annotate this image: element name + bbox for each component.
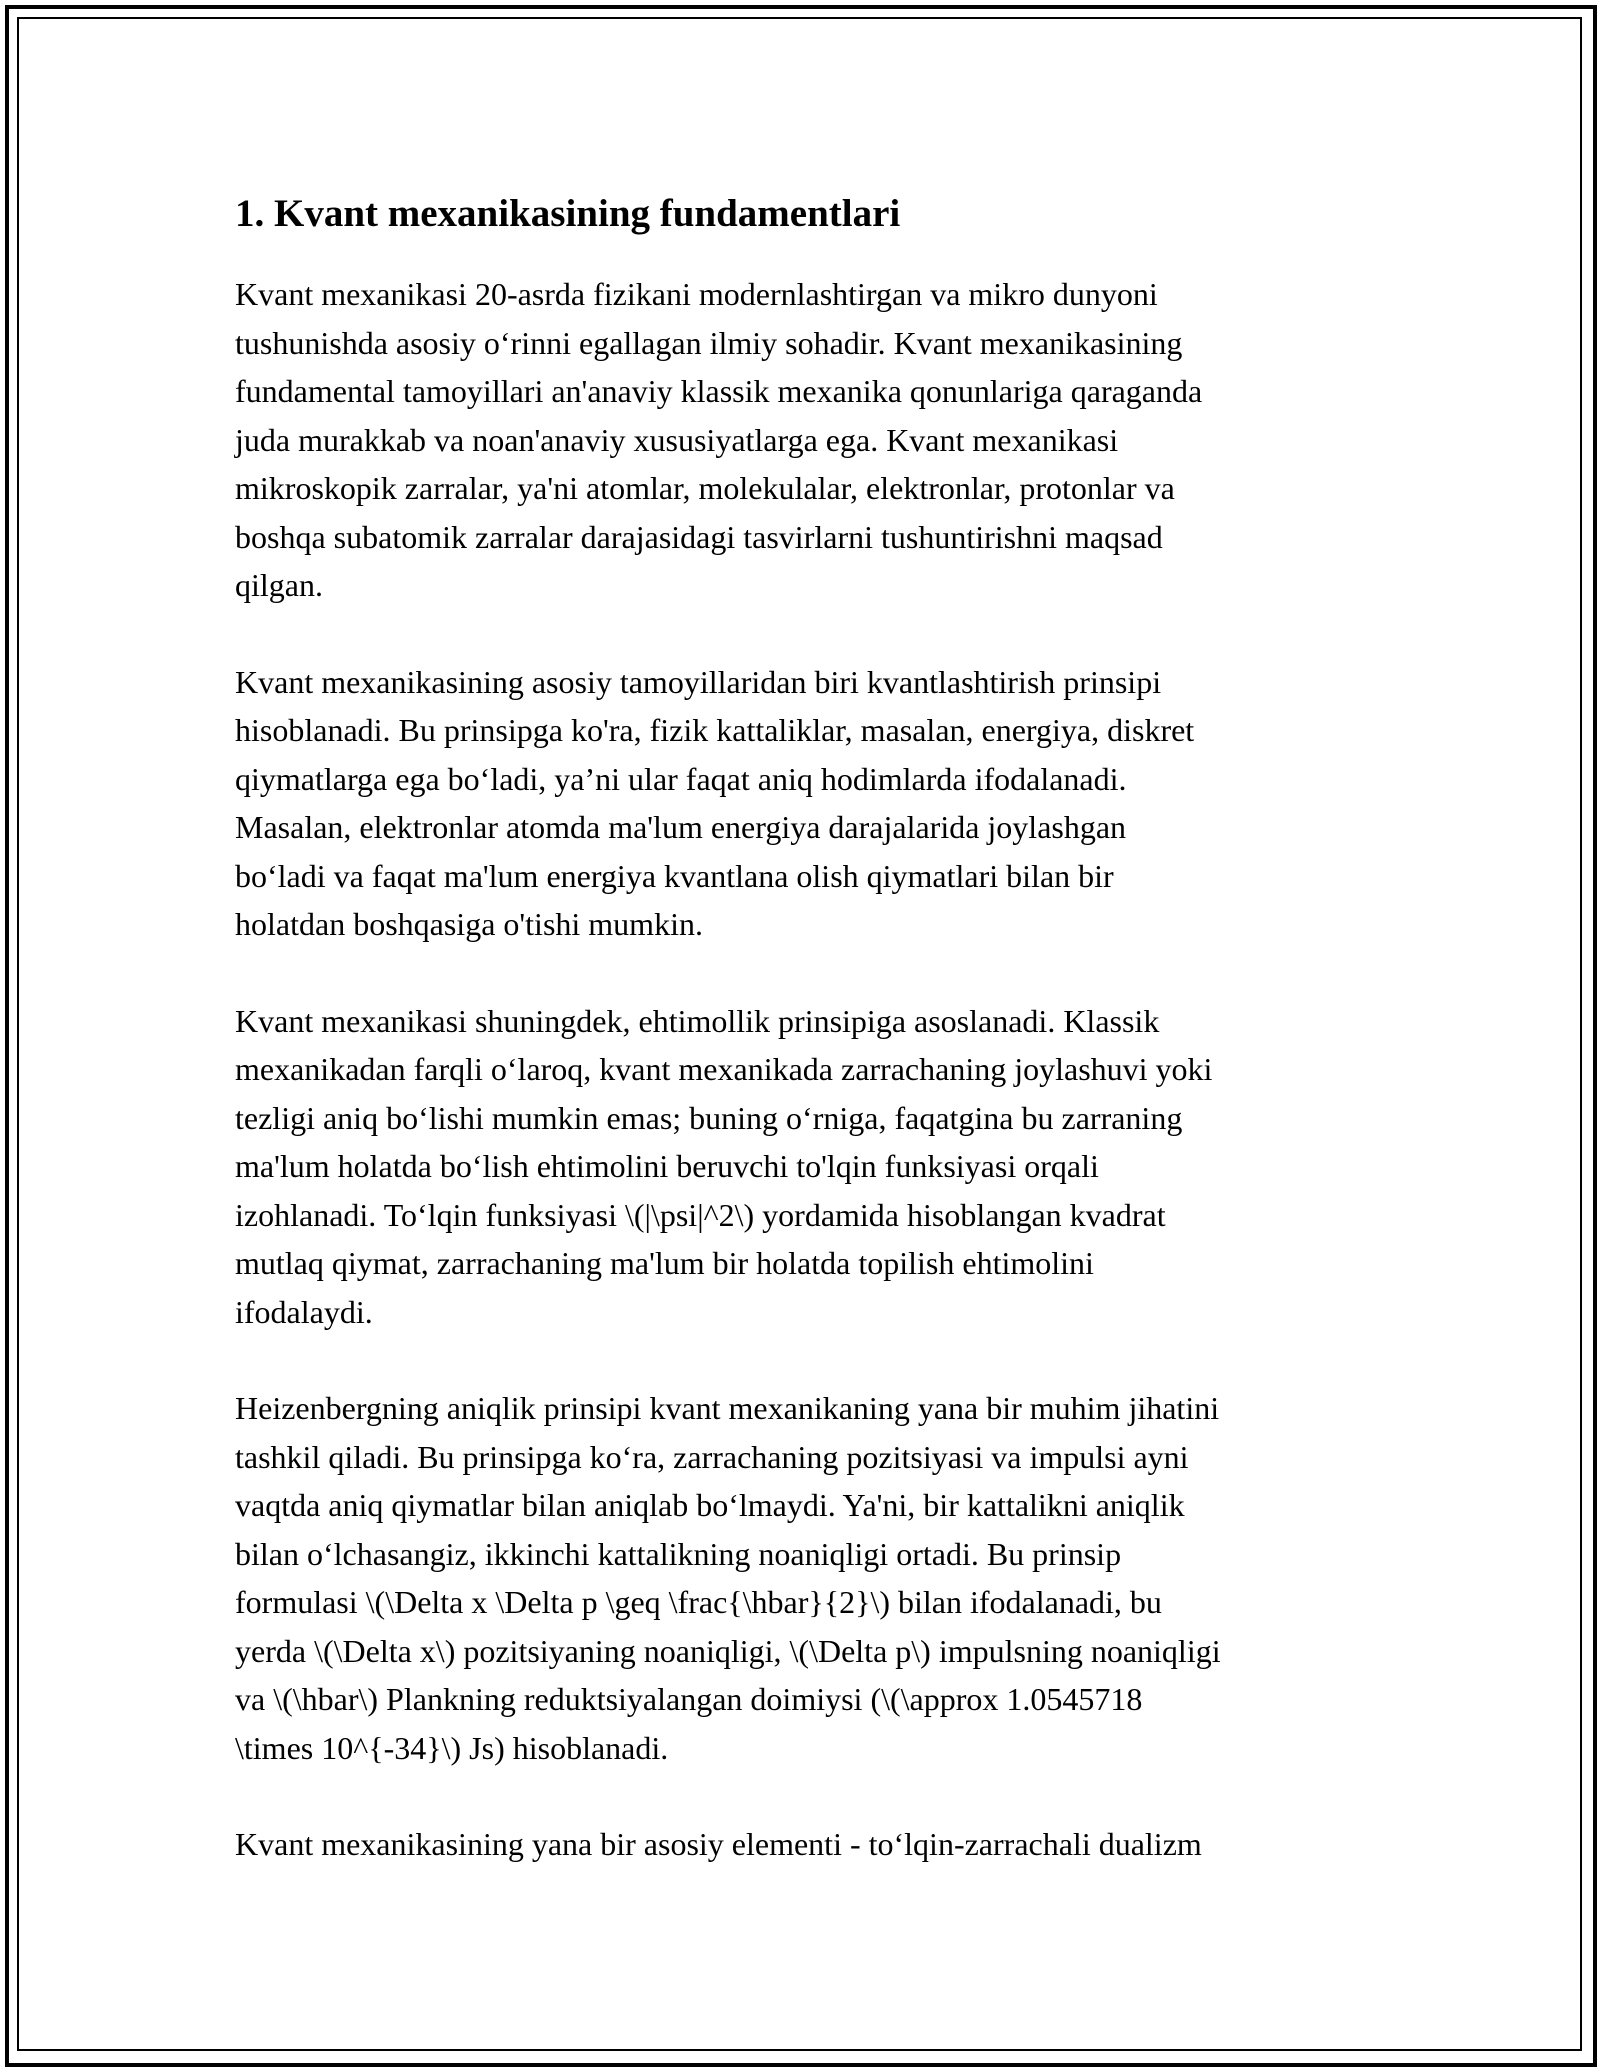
paragraph-uncertainty: Heizenbergning aniqlik prinsipi kvant mexanikaning yana bir muhim jihatini tashkil qiladi. Bu prinsipga ko‘ra, zarrachaning pozitsiyasi va impulsi ayni vaqtda aniq qiymatlar bilan aniqlab bo‘lmaydi. Ya'ni, bir kattalikni aniqlik bilan o‘lchasangiz, ikkinchi kattalikning noaniqligi ortadi. Bu prinsip formulasi \(\Delta x \Delta p \geq \frac{\hbar}{2}\) bilan ifodalanadi, bu yerda \(\Delta x\) pozitsiyaning noaniqligi, \(\Delta p\) impulsning noaniqligi va \(\hbar\) Plankning reduktsiyalangan doimiysi (\(\approx 1.0545718 \times 10^{-34}\) Js) hisoblanadi. (235, 1390, 1221, 1766)
section-heading: 1. Kvant mexanikasining fundamentlari (235, 192, 901, 235)
paragraph-quantization: Kvant mexanikasining asosiy tamoyillaridan biri kvantlashtirish prinsipi hisoblanadi. Bu prinsipga ko'ra, fizik kattaliklar, masalan, energiya, diskret qiymatlarga ega bo‘ladi, ya’ni ular faqat aniq hodimlarda ifodalanadi. Masalan, elektronlar atomda ma'lum energiya darajalarida joylashgan bo‘ladi va faqat ma'lum energiya kvantlana olish qiymatlari bilan bir holatdan boshqasiga o'tishi mumkin. (235, 663, 1195, 942)
paragraph-duality: Kvant mexanikasining yana bir asosiy elementi - to‘lqin-zarrachali dualizm (235, 1826, 1202, 1862)
document-body (235, 186, 1375, 1917)
paragraph-probability: Kvant mexanikasi shuningdek, ehtimollik prinsipiga asoslanadi. Klassik mexanikadan farqli o‘laroq, kvant mexanikada zarrachaning joylashuvi yoki tezligi aniq bo‘lishi mumkin emas; buning o‘rniga, faqatgina bu zarraning ma'lum holatda bo‘lish ehtimolini beruvchi to'lqin funksiyasi orqali izohlanadi. To‘lqin funksiyasi \(|\psi|^2\) yordamida hisoblangan kvadrat mutlaq qiymat, zarrachaning ma'lum bir holatda topilish ehtimolini ifodalaydi. (235, 1002, 1213, 1330)
paragraph-intro: Kvant mexanikasi 20-asrda fizikani modernlashtirgan va mikro dunyoni tushunishda asosiy o‘rinni egallagan ilmiy sohadir. Kvant mexanikasining fundamental tamoyillari an'anaviy klassik mexanika qonunlariga qaraganda juda murakkab va noan'anaviy xususiyatlarga ega. Kvant mexanikasi mikroskopik zarralar, ya'ni atomlar, molekulalar, elektronlar, protonlar va boshqa subatomik zarralar darajasidagi tasvirlarni tushuntirishni maqsad qilgan. (235, 276, 1203, 603)
